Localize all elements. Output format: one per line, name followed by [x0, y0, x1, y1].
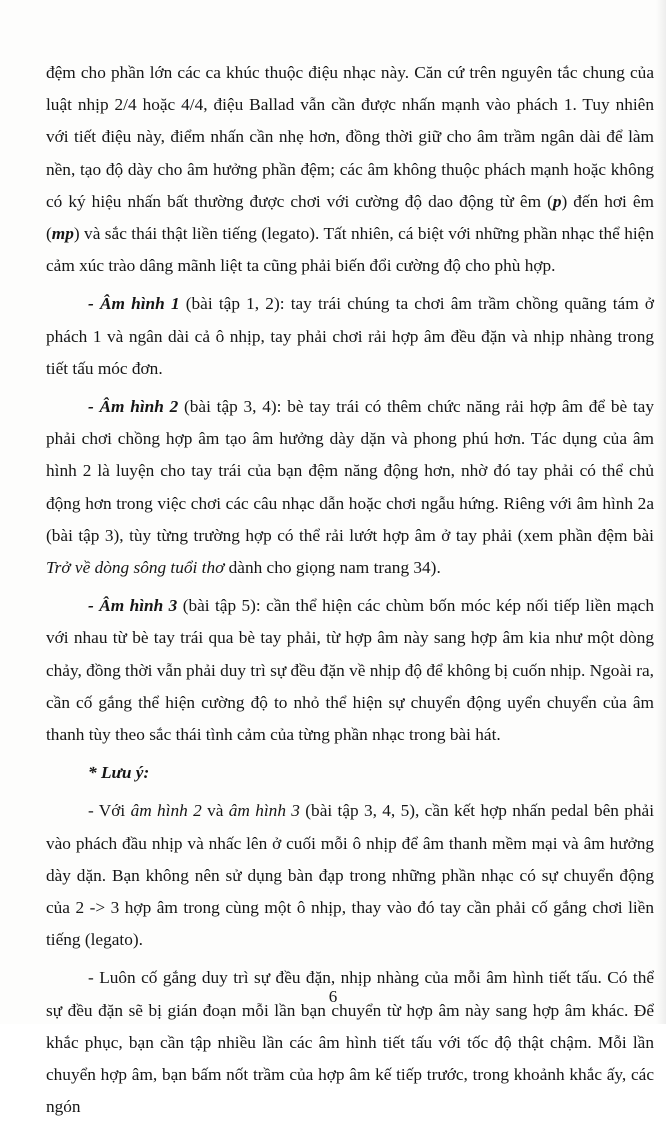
note-1-paragraph — [46, 795, 654, 956]
pattern-1-label: Âm hình 1 — [99, 294, 180, 314]
pattern-1-paragraph — [46, 288, 654, 385]
pattern-2-end-text: dành cho giọng nam trang 34). — [224, 558, 441, 578]
intro-text: đệm cho phần lớn các ca khúc thuộc điệu nhạc này. Căn cứ trên nguyên tắc chung của luật nhịp 2/4 hoặc 4/4, điệu Ballad vẫn cần được nhấn mạnh vào phách 1. Tuy nhiên với tiết điệu này, điểm nhấn cần nhẹ hơn, đồng thời giữ cho âm trầm ngân dài để làm nền, tạo độ dày cho âm hưởng phần đệm; các âm không thuộc phách mạnh hoặc không có ký hiệu nhấn bất thường được chơi với cường độ dao động từ êm ( — [46, 63, 654, 211]
pattern-2-dash: - — [88, 397, 100, 417]
page-number: 6 — [328, 987, 338, 1006]
pattern-1-text: (bài tập 1, 2): tay trái chúng ta chơi âm trầm chồng quãng tám ở phách 1 và ngân dài cả ô nhịp, tay phải chơi rải hợp âm đều đặn và nhịp nhàng trong tiết tấu móc đơn. — [46, 294, 655, 378]
intro-mid-text: ) đến hơi êm ( — [46, 191, 654, 244]
note-heading: * Lưu ý: — [88, 763, 150, 783]
dynamic-p: p — [552, 191, 562, 211]
dynamic-mp: mp — [51, 224, 74, 244]
note-1-and: và — [201, 801, 229, 821]
pattern-2-paragraph — [46, 391, 654, 584]
page-edge-shadow — [656, 0, 666, 1024]
note-2-text: - Luôn cố gắng duy trì sự đều đặn, nhịp nhàng của mỗi âm hình tiết tấu. Có thể sự đều đặn sẽ bị gián đoạn mỗi lần bạn chuyển từ hợp âm này sang hợp âm khác. Để khắc phục, bạn cần tập nhiều lần các âm hình tiết tấu với tốc độ thật chậm. Mỗi lần chuyển hợp âm, bạn bấm nốt trầm của hợp âm kế tiếp trước, trong khoảnh khắc ấy, các ngón — [46, 968, 654, 1117]
pattern-3-label: Âm hình 3 — [99, 596, 178, 616]
pattern-2-text: (bài tập 3, 4): bè tay trái có thêm chức năng rải hợp âm để bè tay phải chơi chồng hợp âm tạo âm hưởng dày dặn và phong phú hơn. Tác dụng của âm hình 2 là luyện cho tay trái của bạn đệm năng động hơn, nhờ đó tay phải có thể chủ động hơn trong việc chơi các câu nhạc dẫn hoặc chơi ngẫu hứng. Riêng với âm hình 2a (bài tập 3), tùy từng trường hợp có thể rải lướt hợp âm ở tay phải (xem phần đệm bài — [46, 397, 654, 545]
pattern-3-text: (bài tập 5): cần thể hiện các chùm bốn móc kép nối tiếp liền mạch với nhau từ bè tay trái qua bè tay phải, từ hợp âm này sang hợp âm kia như một dòng chảy, đồng thời vẫn phải duy trì sự đều đặn về nhịp độ để không bị cuốn nhịp. Ngoài ra, cần cố gắng thể hiện cường độ to nhỏ thể hiện sự chuyển động uyển chuyển của âm thanh tùy theo sắc thái tình cảm của từng phần nhạc trong bài hát. — [46, 596, 654, 745]
pattern-3-dash: - — [88, 596, 100, 616]
song-title: Trở về dòng sông tuổi thơ — [46, 558, 225, 578]
note-1-pattern-2: âm hình 2 — [130, 801, 202, 821]
note-heading-paragraph — [46, 757, 654, 789]
pattern-1-dash: - — [88, 294, 100, 314]
intro-paragraph — [46, 57, 654, 282]
note-1-pattern-3: âm hình 3 — [228, 801, 300, 821]
pattern-3-paragraph — [46, 590, 654, 751]
pattern-2-label: Âm hình 2 — [99, 397, 179, 417]
note-1-start: - Với — [88, 801, 131, 821]
note-1-text: (bài tập 3, 4, 5), cần kết hợp nhấn pedal bên phải vào phách đầu nhịp và nhấc lên ở cuối mỗi ô nhịp để âm thanh mềm mại và âm hưởng dày dặn. Bạn không nên sử dụng bàn đạp trong những phần nhạc có sự chuyển động của 2 -> 3 hợp âm trong cùng một ô nhịp, thay vào đó tay cần phải cố gắng chơi liền tiếng (legato). — [46, 801, 654, 950]
intro-end-text: ) và sắc thái thật liền tiếng (legato). Tất nhiên, cá biệt với những phần nhạc thể hiện cảm xúc trào dâng mãnh liệt ta cũng phải biến đổi cường độ cho phù hợp. — [46, 224, 654, 276]
page-body — [46, 57, 654, 1130]
